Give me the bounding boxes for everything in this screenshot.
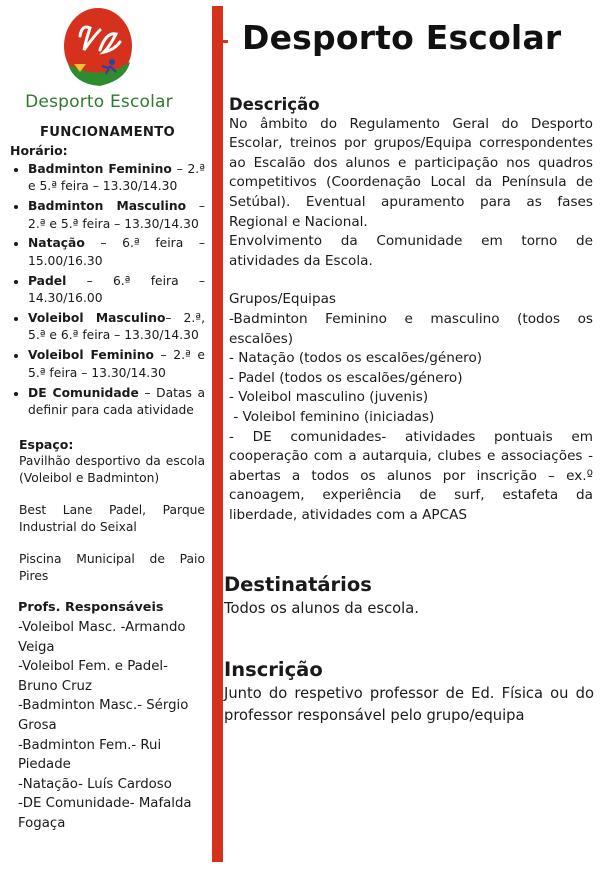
destinatarios-text: Todos os alunos da escola. xyxy=(224,600,419,617)
schedule-item xyxy=(28,310,205,345)
schedule-item xyxy=(28,347,205,382)
espaco-block xyxy=(10,436,205,586)
descricao-heading: Descrição xyxy=(229,95,320,114)
left-column xyxy=(10,124,205,833)
destinatarios-heading: Destinatários xyxy=(224,573,372,596)
schedule-detail: – 2.ª e 5.ª feira – 13.30/14.30 xyxy=(28,199,205,231)
schedule-detail: – Datas a definir para cada atividade xyxy=(28,385,205,418)
descricao-section xyxy=(229,95,593,525)
schedule-detail: – 6.ª feira – 14.30/16.00 xyxy=(28,273,205,306)
schedule-name: Voleibol Feminino xyxy=(28,348,154,363)
spacer xyxy=(229,271,593,290)
group-item: - DE comunidades- atividades pontuais em cooperação com a autarquia, clubes e associações - abertas a todos os alunos por inscrição – ex.º canoagem, experiência de surf, estafeta da liberdade, atividades com a APCAS xyxy=(229,428,593,523)
schedule-detail: – 2.ª e 5.ª feira – 13.30/14.30 xyxy=(28,348,205,380)
schedule-name: Badminton Feminino xyxy=(28,161,172,176)
prof-item: -Voleibol Fem. e Padel- Bruno Cruz xyxy=(18,659,168,694)
prof-item: -Natação- Luís Cardoso xyxy=(18,776,172,792)
espaco-item: Pavilhão desportivo da escola (Voleibol e Badminton) xyxy=(19,453,205,486)
group-item: - Natação (todos os escalões/género) xyxy=(229,350,483,367)
schedule-name: DE Comunidade xyxy=(28,385,139,400)
espaco-label: Espaço: xyxy=(19,436,74,452)
group-item: - Voleibol masculino (juvenis) xyxy=(229,389,429,406)
schedule-detail: – 2.ª e 5.ª feira – 13.30/14.30 xyxy=(28,161,205,194)
schedule-detail: – 2.ª, 5.ª e 6.ª feira – 13.30/14.30 xyxy=(28,311,205,343)
destinatarios-section xyxy=(224,572,594,620)
group-item: -Badminton Feminino e masculino (todos os escalões) xyxy=(229,310,593,347)
groups-label: Grupos/Equipas xyxy=(229,291,336,308)
divider-bar xyxy=(212,6,223,862)
espaco-item: Best Lane Padel, Parque Industrial do Seixal xyxy=(19,502,205,535)
divider-tick xyxy=(222,40,228,43)
inscricao-heading: Inscrição xyxy=(224,658,323,681)
prof-item: -Badminton Masc.- Sérgio Grosa xyxy=(18,698,189,733)
desporto-escolar-logo xyxy=(60,6,138,88)
schedule-item xyxy=(28,385,205,420)
prof-item: -Badminton Fem.- Rui Piedade xyxy=(18,737,162,773)
horario-label: Horário: xyxy=(10,143,68,159)
schedule-item xyxy=(28,198,205,233)
schedule-item xyxy=(28,161,205,196)
schedule-name: Padel xyxy=(28,273,67,288)
descricao-paragraph: No âmbito do Regulamento Geral do Desporto Escolar, treinos por grupos/Equipa correspondentes ao Escalão dos alunos e participação nos quadros competitivos (Coordenação Local da Península de Setúbal). Eventual apuramento para as fases Regional e Nacional. xyxy=(229,115,593,230)
group-item: - Padel (todos os escalões/género) xyxy=(229,369,463,386)
espaco-item: Piscina Municipal de Paio Pires xyxy=(19,551,205,583)
page-title: Desporto Escolar xyxy=(242,18,562,57)
schedule-item xyxy=(28,273,205,308)
descricao-paragraph: Envolvimento da Comunidade em torno de atividades da Escola. xyxy=(229,233,593,269)
group-item: - Voleibol feminino (iniciadas) xyxy=(229,408,435,425)
prof-item: -DE Comunidade- Mafalda Fogaça xyxy=(18,796,192,831)
inscricao-text: Junto do respetivo professor de Ed. Física ou do professor responsável pelo grupo/equipa xyxy=(224,685,594,724)
schedule-list xyxy=(10,161,205,420)
prof-item: -Voleibol Masc. -Armando Veiga xyxy=(18,619,186,655)
schedule-item xyxy=(28,235,205,270)
schedule-name: Voleibol Masculino xyxy=(28,311,166,326)
profs-block xyxy=(10,598,205,833)
schedule-name: Badminton Masculino xyxy=(28,199,187,214)
profs-label: Profs. Responsáveis xyxy=(18,600,164,616)
inscricao-section xyxy=(224,657,594,726)
schedule-name: Natação xyxy=(28,236,85,251)
funcionamento-heading: FUNCIONAMENTO xyxy=(39,125,176,140)
schedule-detail: – 6.ª feira – 15.00/16.30 xyxy=(28,236,205,268)
brand-name: Desporto Escolar xyxy=(25,92,173,112)
